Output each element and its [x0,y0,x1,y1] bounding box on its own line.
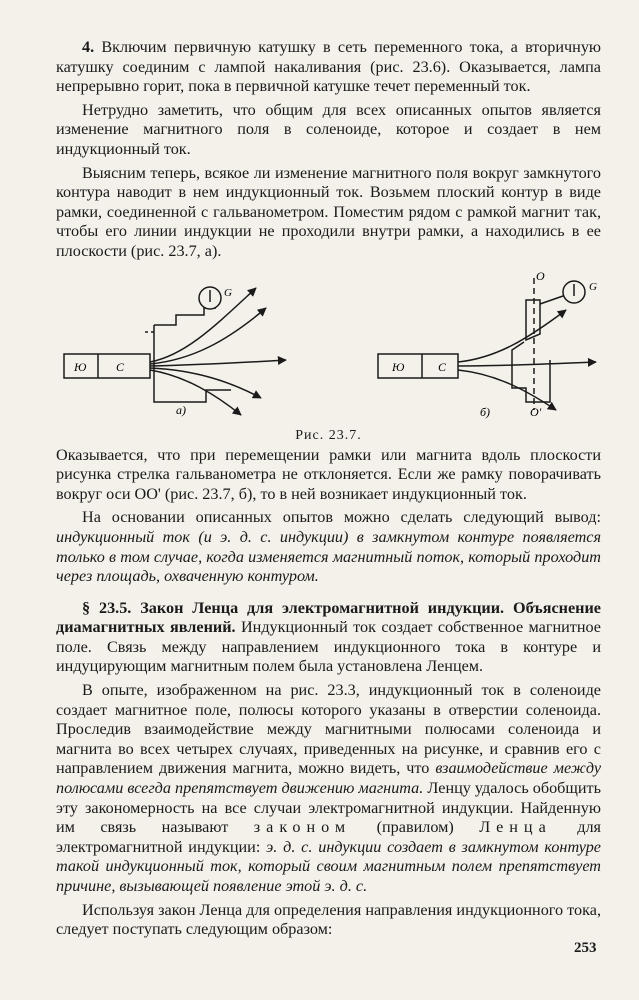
p7-part-a: В опыте, изображенном на рис. 23.3, индукционный ток в соленоиде создает магнитное поле, полюсы которого указаны в отверстии соленоида. Проследив взаимодействие между магнитными полюсами соленоида и магнита во всех четырех случаях, приведенных на рисунке, и сравнив его с направлением движения магнита, можно видеть, что [56,681,601,778]
p7-law-word: законом [253,818,352,837]
figure-drawing [56,270,601,420]
diagram-a [64,287,286,415]
galv-b-label: G [589,280,597,293]
p7-lenz-law: э. д. с. индукции создает в замкнутом контуре такой индукционный ток, который своим магнитным полем препятствует причине, вызывающей появление этой э. д. с. [56,837,601,895]
p7-part-b: взаимодействие между полюсами всегда препятствует движению магнита. [56,759,602,798]
paragraph-5-lead: На основании описанных опытов можно сделать следующий вывод: [82,508,601,527]
frame-a-top [154,308,216,325]
section-heading: § 23.5. Закон Ленца для электромагнитной индукции. Объяснение диамагнитных явлений. [56,598,601,637]
magnet-b-s: С [438,359,447,374]
magnet-a-n: Ю [74,359,87,374]
paragraph-4: Оказывается, что при перемещении рамки или магнита вдоль плоскости рисунка стрелка гальванометра не отклоняется. Если же рамку поворачивать вокруг оси ОО' (рис. 23.7, б), то в ней возникает индукционный ток. [56,445,601,503]
paragraph-1-text: Включим первичную катушку в сеть переменного тока, а вторичную катушку соединим с лампой накаливания (рис. 23.6). Оказывается, лампа непрерывно горит, пока в первичной катушке течет переменный ток. [56,38,602,96]
figure-caption: Рис. 23.7. [295,427,362,443]
figure-23-7 [56,270,601,442]
paragraph-5 [56,508,601,586]
paragraph-3: Выясним теперь, всякое ли изменение магнитного поля вокруг замкнутого контура наводит в нем индукционный ток. Возьмем плоский контур в виде рамки, соединенной с гальванометром. Поместим рядом с рамкой магнит так, чтобы его линии индукции не проходили внутри рамки, а находились в ее плоскости (рис. 23.7, а). [56,163,601,260]
p7-part-e: (правилом) [351,818,480,837]
item-number: 4. [82,38,95,56]
label-a: а) [176,402,186,417]
diagram-b [378,278,596,410]
axis-o-label: О [536,269,545,283]
paragraph-7 [56,681,601,897]
section-23-5 [56,599,601,677]
p7-part-c: Ленцу удалось обобщить эту закономерность на все случаи электромагнитной индукции. Найденную им связь называют [56,779,601,837]
magnet-b-n: Ю [392,359,405,374]
p7-lenz-name: Ленца [479,818,552,837]
magnet-a-s: С [116,359,125,374]
paragraph-1 [56,38,601,97]
section-text: Индукционный ток создает собственное магнитное поле. Связь между направлением индукционного тока в контуре и индуцирующим магнитным полем была установлена Ленцем. [56,618,601,676]
page-number: 253 [574,940,597,956]
paragraph-8: Используя закон Ленца для определения направления индукционного тока, следует поступать следующим образом: [56,900,601,939]
page-body [56,38,601,940]
paragraph-2: Нетрудно заметить, что общим для всех описанных опытов является изменение магнитного поля в соленоиде, которое и создает в нем индукционный ток. [56,100,601,158]
galv-a-label: G [224,286,232,299]
axis-o2-label: О' [530,404,542,419]
label-b: б) [480,404,491,419]
paragraph-5-conclusion: индукционный ток (и э. д. с. индукции) в замкнутом контуре появляется только в том случае, когда изменяется магнитный поток, который проходит через площадь, охваченную контуром. [56,527,601,586]
p7-part-g: для электромагнитной индукции: [56,818,601,856]
